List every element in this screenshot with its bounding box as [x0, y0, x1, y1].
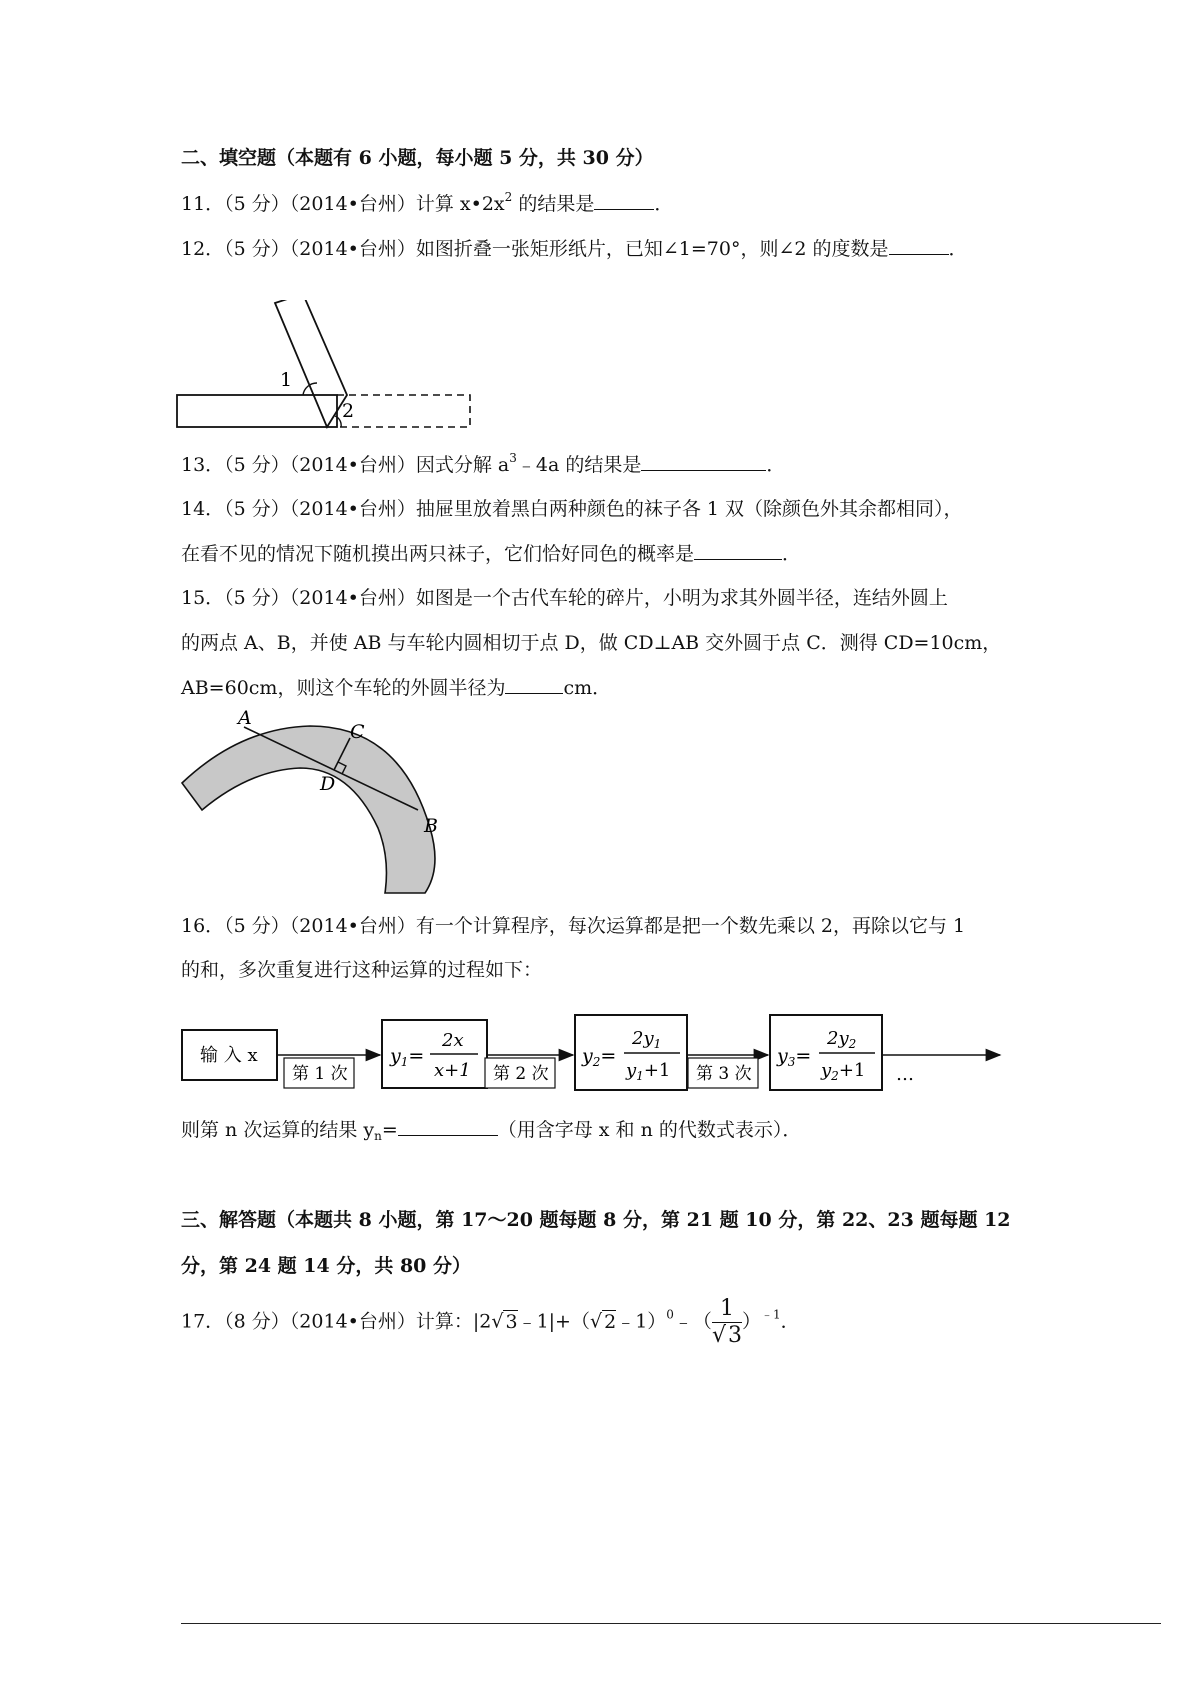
q17-radicand-2: 2 — [604, 1310, 617, 1333]
q12-end: ． — [948, 238, 968, 260]
answer-blank — [398, 1117, 498, 1136]
point-d-label: D — [320, 773, 336, 795]
folded-paper-figure — [175, 300, 495, 460]
question-15-line-1: 15．（5 分）（2014•台州）如图是一个古代车轮的碎片，小明为求其外圆半径，连结外圆上 — [181, 587, 948, 609]
question-14-line-1: 14．（5 分）（2014•台州）抽屉里放着黑白两种颜色的袜子各 1 双（除颜色外其余都相同）， — [181, 498, 963, 520]
section-3-heading-line-2: 分，第 24 题 14 分，共 80 分） — [181, 1255, 472, 1277]
q13-text: 13．（5 分）（2014•台州）因式分解 a — [181, 454, 510, 476]
question-15-line-2: 的两点 A、B，并使 AB 与车轮内圆相切于点 D，做 CD⊥AB 交外圆于点 C．测得 CD=10cm， — [181, 632, 1002, 654]
box1-numerator: 2x — [442, 1030, 464, 1051]
point-c-label: C — [350, 721, 365, 743]
q14-text: 在看不见的情况下随机摸出两只袜子，它们恰好同色的概率是 — [181, 543, 695, 565]
box1-denominator: x+1 — [434, 1060, 471, 1081]
q17-part-3: ﹣（ — [673, 1310, 712, 1333]
q11-exponent: 2 — [504, 190, 513, 204]
q15-text: AB=60cm，则这个车轮的外圆半径为 — [181, 677, 506, 699]
q17-text: 17．（8 分）（2014•台州）计算：|2 — [181, 1310, 492, 1333]
q17-part-4: ） — [741, 1310, 761, 1333]
paper-left-part — [177, 395, 337, 427]
ellipsis: … — [896, 1064, 914, 1085]
wheel-fragment-figure — [180, 708, 480, 898]
question-11 — [181, 191, 673, 216]
answer-blank — [889, 236, 949, 255]
answer-blank — [641, 452, 766, 471]
q11-end: ． — [654, 193, 674, 215]
q13-exponent: 3 — [509, 451, 517, 465]
box1-lhs: $y_1=$ — [390, 1045, 425, 1069]
angle-1-arc — [303, 383, 317, 395]
q16-equals: = — [381, 1119, 398, 1141]
angle-2-label: 2 — [342, 400, 355, 422]
step-1-label: 第 1 次 — [292, 1064, 348, 1084]
q13-end: ． — [766, 454, 786, 476]
question-16-line-2: 的和，多次重复进行这种运算的过程如下： — [181, 959, 543, 981]
question-15-line-3 — [181, 675, 611, 700]
sqrt-icon: √ — [491, 1310, 504, 1333]
q17-fraction-numerator: 1 — [712, 1298, 742, 1323]
q13-suffix: ﹣4a 的结果是 — [516, 454, 642, 476]
q17-radicand-3: 3 — [505, 1310, 518, 1333]
question-17 — [181, 1298, 800, 1347]
box2-denominator: $y_1+1$ — [626, 1060, 671, 1083]
answer-blank — [594, 191, 654, 210]
q11-text: 11．（5 分）（2014•台州）计算 x•2x — [181, 193, 505, 215]
paper-original-outline — [337, 395, 470, 427]
box3-denominator: $y_2+1$ — [821, 1060, 866, 1083]
q15-unit: cm． — [563, 677, 612, 699]
section-3-heading-line-1: 三、解答题（本题共 8 小题，第 17～20 题每题 8 分，第 21 题 10 分，第 22、23 题每题 12 — [181, 1209, 1011, 1231]
q12-text: 12．（5 分）（2014•台州）如图折叠一张矩形纸片，已知∠1=70°，则∠2 的度数是 — [181, 238, 889, 260]
question-13 — [181, 452, 785, 477]
q16-text: 则第 n 次运算的结果 y — [181, 1119, 375, 1141]
angle-2-arc — [335, 416, 341, 427]
step-2-label: 第 2 次 — [493, 1064, 549, 1084]
point-b-label: B — [424, 815, 438, 837]
footer-rule — [181, 1623, 1161, 1624]
question-16-line-3 — [181, 1117, 801, 1142]
wheel-ring — [182, 726, 435, 893]
q16-subscript: n — [374, 1129, 382, 1143]
q17-part-2: ﹣1） — [616, 1310, 667, 1333]
sqrt-icon: √ — [711, 1323, 726, 1348]
q17-exponent-neg1: ﹣1 — [760, 1307, 781, 1322]
q17-exponent-0: 0 — [666, 1307, 674, 1322]
input-label: 输 入 x — [200, 1045, 258, 1066]
q11-suffix: 的结果是 — [512, 193, 595, 215]
box3-lhs: $y_3=$ — [777, 1045, 812, 1069]
angle-1-label: 1 — [280, 369, 293, 391]
box3-numerator: $2y_2$ — [827, 1028, 857, 1051]
q17-end: ． — [780, 1310, 800, 1333]
box2-lhs: $y_2=$ — [582, 1045, 617, 1069]
answer-blank — [505, 675, 563, 694]
sqrt-icon: √ — [589, 1310, 603, 1333]
question-12 — [181, 236, 968, 261]
calculation-flow-diagram — [180, 1000, 1020, 1095]
q17-fraction — [712, 1298, 742, 1347]
q17-denominator-radicand: 3 — [727, 1323, 742, 1348]
step-3-label: 第 3 次 — [696, 1064, 752, 1084]
answer-blank — [694, 541, 782, 560]
q17-fraction-denominator — [712, 1323, 742, 1347]
question-16-line-1: 16．（5 分）（2014•台州）有一个计算程序，每次运算都是把一个数先乘以 2，再除以它与 1 — [181, 915, 966, 937]
q16-note: （用含字母 x 和 n 的代数式表示）． — [497, 1119, 802, 1141]
section-2-heading: 二、填空题（本题有 6 小题，每小题 5 分，共 30 分） — [181, 147, 654, 169]
point-a-label: A — [238, 708, 252, 729]
box2-numerator: $2y_1$ — [632, 1028, 662, 1051]
q17-part-1: ﹣1|+（ — [517, 1310, 590, 1333]
q14-end: ． — [782, 543, 802, 565]
question-14-line-2 — [181, 541, 801, 566]
